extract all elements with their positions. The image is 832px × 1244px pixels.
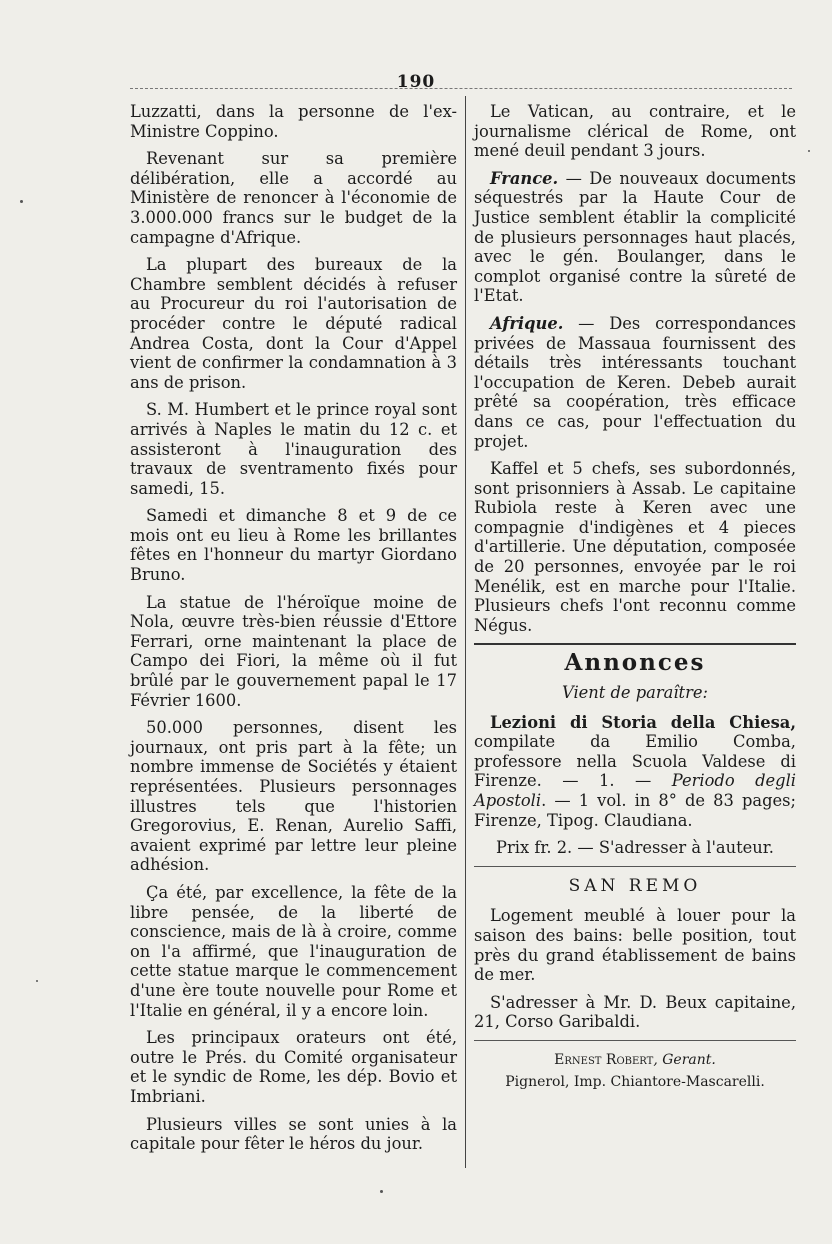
section-rule — [474, 643, 796, 645]
paragraph: La statue de l'héroïque moine de Nola, œuvre très-bien réussie d'Ettore Ferrari, orne maintenant la place de Campo dei Fiori, la même où il fut brûlé par le gouvernement papal le 17 Février 1600. — [130, 592, 457, 710]
book-title: Lezioni di Storia della Chiesa, — [490, 712, 796, 732]
price-line: Prix fr. 2. — S'adresser à l'auteur. — [496, 838, 774, 858]
book-announcement — [474, 713, 796, 831]
country-label: Afrique. — [490, 313, 564, 333]
gerant-line — [474, 1051, 796, 1071]
country-label: France. — [490, 168, 559, 188]
paragraph-france — [474, 169, 796, 306]
top-rule — [130, 88, 792, 89]
scan-speck — [380, 1190, 383, 1193]
paragraph-text: — Des correspondances privées de Massaua fournissent des détails très intéressants touchant l'occupation de Keren. Debeb aurait prêté sa coopération, très efficace dans ce cas, pour l'effectuation du projet. — [474, 313, 796, 451]
book-text: compilate da Emilio Comba, professore nella Scuola Valdese di Firenze. — 1. — — [474, 732, 796, 791]
paragraph-afrique — [474, 314, 796, 451]
paragraph: 50.000 personnes, disent les journaux, ont pris part à la fête; un nombre immense de Sociétés y étaient représentées. Plusieurs personnages illustres tels que l'historien Gregorovius, E. Renan, Aurelio Saffi, avaient exprimé par lettre leur pleine adhésion. — [130, 718, 457, 875]
san-remo-heading: SAN REMO — [568, 875, 702, 896]
paragraph: Luzzatti, dans la personne de l'ex-Ministre Coppino. — [130, 102, 457, 141]
paragraph: Les principaux orateurs ont été, outre le Prés. du Comité organisateur et le syndic de Rome, les dép. Bovio et Imbriani. — [130, 1028, 457, 1106]
paragraph: Plusieurs villes se sont unies à la capitale pour fêter le héros du jour. — [130, 1114, 457, 1154]
paragraph: Kaffel et 5 chefs, ses subordonnés, sont prisonniers à Assab. Le capitaine Rubiola reste à Keren avec une compagnie d'indigènes et 4 pieces d'artillerie. Une députation, composée de 20 personnes, envoyée par le roi Menélik, est en marche pour l'Italie. Plusieurs chefs l'ont reconnu comme Négus. — [474, 459, 796, 635]
annonces-heading: Annonces — [564, 649, 706, 677]
gerant-name: Ernest Robert — [554, 1051, 654, 1068]
paragraph-text: — De nouveaux documents séquestrés par la Haute Cour de Justice semblent établir la complicité de plusieurs personnages haut placés, avec le gén. Boulanger, dans le complot organisé contre la sûreté de l'Etat. — [474, 168, 796, 306]
gerant-label: , Gerant. — [653, 1051, 716, 1068]
column-divider — [465, 96, 466, 1168]
scan-speck — [20, 200, 23, 203]
imprint: Pignerol, Imp. Chiantore-Mascarelli. — [505, 1073, 765, 1090]
paragraph: S. M. Humbert et le prince royal sont arrivés à Naples le matin du 12 c. et assisteront à l'inauguration des travaux de sventramento fixés pour samedi, 15. — [130, 400, 457, 498]
address-line: S'adresser à Mr. D. Beux capitaine, 21, Corso Garibaldi. — [474, 992, 796, 1032]
scan-speck — [808, 150, 810, 152]
logement-ad: Logement meublé à louer pour la saison des bains: belle position, tout près du grand établissement de bains de mer. — [474, 906, 796, 985]
vient-de-paraitre: Vient de paraître: — [561, 683, 709, 703]
scan-speck — [36, 980, 38, 982]
imprint-rule — [474, 1040, 796, 1041]
paragraph: Ça été, par excellence, la fête de la libre pensée, de la liberté de conscience, mais de là à croire, comme on l'a affirmé, que l'inauguration de cette statue marque le commencement d'une ère toute nouvelle pour Rome et l'Italie en général, il y a encore loin. — [130, 882, 457, 1020]
paragraph: Revenant sur sa première délibération, elle a accordé au Ministère de renoncer à l'économie de 3.000.000 francs sur le budget de la campagne d'Afrique. — [130, 149, 457, 247]
book-text: . — 1 vol. in 8° de 83 pages; Firenze, Tipog. Claudiana. — [474, 791, 796, 830]
right-column — [474, 102, 796, 1094]
book-period: Periodo degli Apostoli — [474, 771, 796, 810]
paragraph: Le Vatican, au contraire, et le journalisme clérical de Rome, ont mené deuil pendant 3 jours. — [474, 102, 796, 161]
page-number: 190 — [396, 72, 436, 92]
paragraph: La plupart des bureaux de la Chambre semblent décidés à refuser au Procureur du roi l'autorisation de procéder contre le député radical Andrea Costa, dont la Cour d'Appel vient de confirmer la condamnation à 3 ans de prison. — [130, 255, 457, 392]
ad-rule — [474, 866, 796, 867]
left-column — [130, 102, 457, 1162]
paragraph: Samedi et dimanche 8 et 9 de ce mois ont eu lieu à Rome les brillantes fêtes en l'honneur du martyr Giordano Bruno. — [130, 506, 457, 585]
